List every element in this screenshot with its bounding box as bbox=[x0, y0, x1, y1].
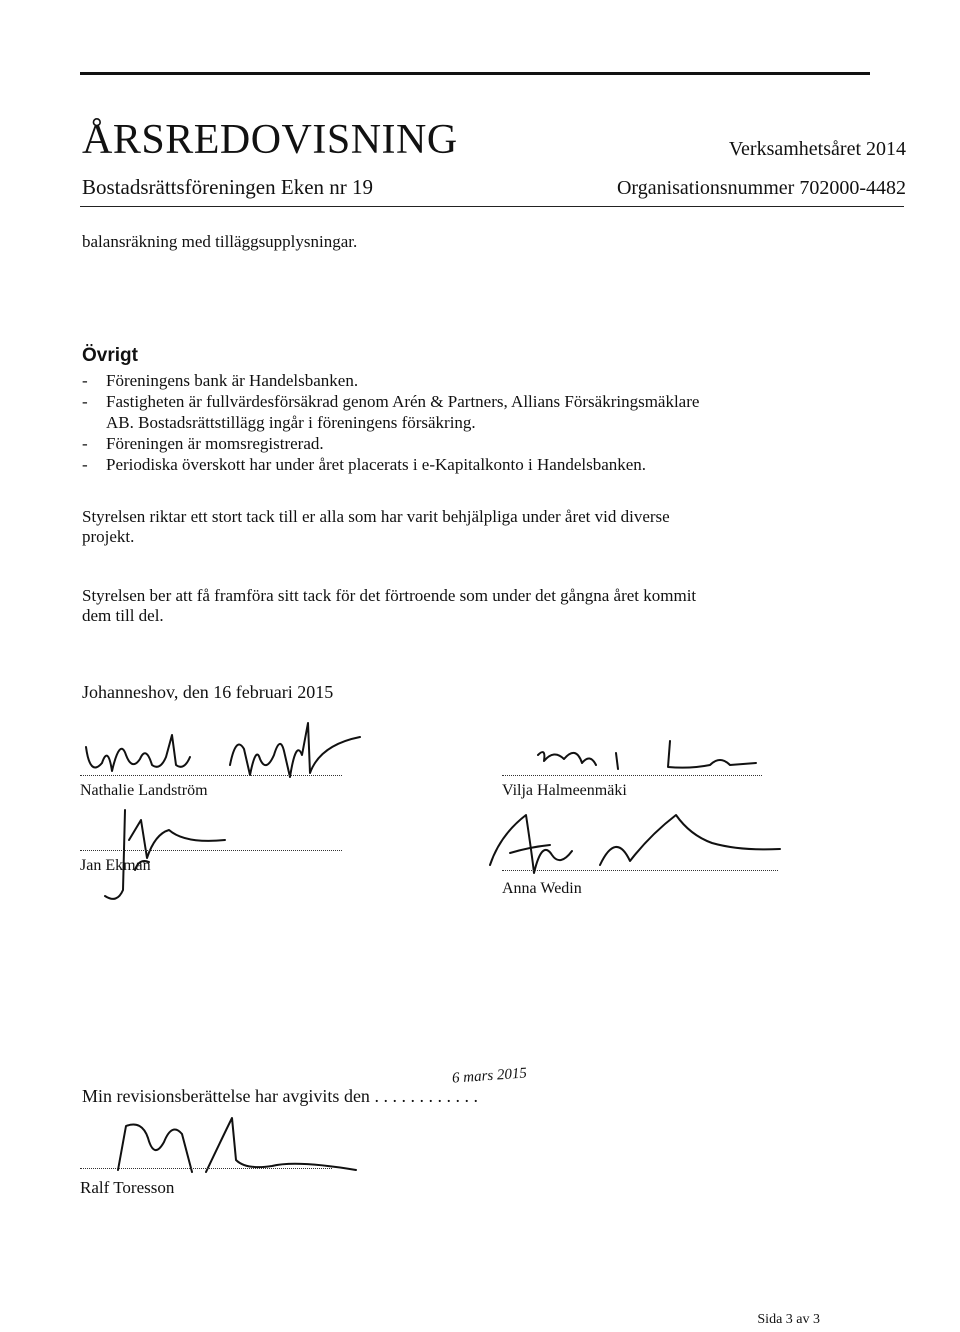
place-date: Johanneshov, den 16 februari 2015 bbox=[82, 682, 334, 702]
association-name: Bostadsrättsföreningen Eken nr 19 bbox=[82, 175, 374, 199]
signature-line bbox=[80, 775, 342, 776]
signer-name: Jan Ekman bbox=[80, 857, 151, 874]
auditor-name: Ralf Toresson bbox=[80, 1178, 175, 1197]
signer-name: Vilja Halmeenmäki bbox=[502, 782, 627, 799]
top-rule bbox=[80, 72, 870, 75]
intro-line: balansräkning med tilläggsupplysningar. bbox=[82, 232, 358, 251]
signature-line bbox=[80, 850, 342, 851]
audit-dots: . . . . . . . . . . . . bbox=[369, 1086, 478, 1106]
trust-paragraph bbox=[82, 586, 902, 626]
section-heading: Övrigt bbox=[82, 345, 138, 366]
page-number: Sida 3 av 3 bbox=[757, 1312, 820, 1327]
thanks-line-2: projekt. bbox=[82, 527, 135, 546]
signer-name: Nathalie Landström bbox=[80, 782, 208, 799]
trust-line-2: dem till del. bbox=[82, 606, 164, 625]
thanks-line-1: Styrelsen riktar ett stort tack till er alla som har varit behjälpliga under året vid diverse bbox=[82, 507, 670, 526]
misc-list bbox=[82, 370, 902, 475]
header-rule bbox=[80, 206, 904, 207]
signer-name: Anna Wedin bbox=[502, 880, 582, 897]
list-item: AB. Bostadsrättstillägg ingår i föreningens försäkring. bbox=[106, 413, 476, 432]
audit-statement bbox=[82, 1086, 478, 1106]
signature-line bbox=[502, 775, 762, 776]
signature-scribble bbox=[520, 735, 780, 780]
signature-line bbox=[502, 870, 778, 871]
list-item: - Föreningens bank är Handelsbanken. bbox=[82, 370, 902, 391]
signature-line bbox=[80, 1168, 332, 1169]
list-item: - Periodiska överskott har under året placerats i e-Kapitalkonto i Handelsbanken. bbox=[82, 454, 902, 475]
list-item: - Föreningen är momsregistrerad. bbox=[82, 433, 902, 454]
audit-date: 6 mars 2015 bbox=[451, 1065, 528, 1087]
trust-line-1: Styrelsen ber att få framföra sitt tack för det förtroende som under det gångna året kommit bbox=[82, 586, 697, 605]
list-item: - Fastigheten är fullvärdesförsäkrad genom Arén & Partners, Allians Försäkringsmäklare bbox=[82, 391, 902, 412]
audit-statement-text: Min revisionsberättelse har avgivits den bbox=[82, 1086, 370, 1106]
thanks-paragraph bbox=[82, 507, 902, 547]
fiscal-year: Verksamhetsåret 2014 bbox=[728, 138, 906, 160]
document-title: ÅRSREDOVISNING bbox=[82, 117, 458, 163]
organisation-number: Organisationsnummer 702000-4482 bbox=[616, 177, 906, 199]
signature-scribble bbox=[480, 795, 780, 885]
signature-scribble bbox=[95, 800, 275, 910]
